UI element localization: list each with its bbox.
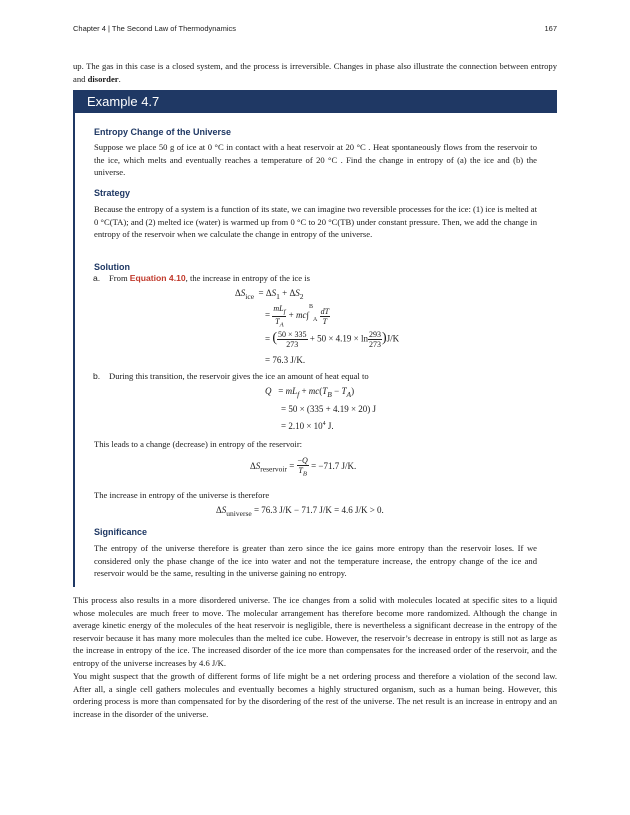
example-border	[73, 113, 75, 587]
strategy-heading: Strategy	[94, 188, 131, 198]
universe-text: The increase in entropy of the universe is therefore	[94, 490, 270, 500]
eq-a-result: = 76.3 J/K.	[265, 355, 306, 365]
part-b-marker: b.	[93, 371, 101, 381]
eq-a-line1: $\Delta S_{ice} = \Delta S_1 + \Delta S_2$	[235, 288, 304, 301]
problem-text: Suppose we place 50 g of ice at 0 °C in contact with a heat reservoir at 20 °C . Heat spontaneously flows from the reservoir to the ice, which melts and eventually reaches a temperature of 20 °C . Find the change in entropy of (a) the ice and (b) the universe.	[94, 142, 537, 178]
decrease-text: This leads to a change (decrease) in entropy of the reservoir:	[94, 439, 303, 449]
part-b: b. During this transition, the reservoir gives the ice an amount of heat equal to	[93, 371, 369, 381]
term-disorder: disorder	[87, 73, 119, 84]
strategy-text: Because the entropy of a system is a function of its state, we can imagine two reversible processes for the ice: (1) ice is melted at 0 °C(TA); and (2) melted ice (water) is warmed up from 0 °C to 20 °C(TB) under constant pressure. Then, we add the change in entropy of the reservoir when we calculate the change in entropy of the universe.	[94, 204, 537, 240]
significance-text: The entropy of the universe therefore is greater than zero since the ice gains more entropy than the reservoir loses. If we considered only the phase change of the ice into water and not the temperature increase, the entropy change of the ice and reservoir would be the same, resulting in the universe gaining no entropy.	[94, 543, 537, 579]
body-paragraph-1: This process also results in a more disordered universe. The ice changes from a solid with molecules located at specific sites to a liquid whose molecules are much freer to move. The molecular arrangement has therefore become more randomized. Although the change in average kinetic energy of the molecules of the heat reservoir is negligible, there is nevertheless a significant decrease in the entropy of the reservoir because it has many more molecules than the melted ice cube. However, the reservoir’s decrease in entropy is still not as large as the increase in entropy of the ice. The increased disorder of the ice more than compensates for the increased order of the reservoir, and the entropy of the universe increases by 4.6 J/K.	[73, 595, 557, 668]
part-a: a. From Equation 4.10, the increase in entropy of the ice is	[93, 273, 310, 283]
example-banner	[73, 90, 557, 113]
eq-b-line2: = 50 × (335 + 4.19 × 20) J	[281, 404, 377, 414]
eq-a-line2: = $\frac{mL_f}{T_A}$ + mc∫$^B_A$ $\frac{dT}{T}$	[265, 304, 330, 329]
eq-a-line3: = ( $\frac{50 \times 335}{273}$ + 50 × 4.19 × ln $\frac{293}{273}$ )J/K	[265, 330, 400, 349]
eq-b-line1: $Q = mL_f + mc(T_B - T_A)$	[265, 386, 355, 399]
page-header	[73, 24, 557, 38]
example-title: Example 4.7	[87, 94, 160, 109]
equation-4-10-link[interactable]: Equation 4.10	[129, 273, 186, 283]
intro-paragraph: up. The gas in this case is a closed system, and the process is irreversible. Changes in phase also illustrate the connection between entropy and disorder.	[73, 61, 557, 84]
page-number: 167	[544, 24, 557, 33]
eq-universe: $\Delta S_{universe} = 76.3$ J/K − 71.7 J/K = 4.6 J/K > 0.	[216, 505, 384, 518]
body-paragraph-2: You might suspect that the growth of different forms of life might be a net ordering process and therefore a violation of the second law. After all, a single cell gathers molecules and eventually becomes a highly structured organism, such as a human being. However, this ordering process is more than compensated for by the disordering of the rest of the universe. The net result is an increase in entropy and an increase in the disorder of the universe.	[73, 671, 557, 719]
solution-heading: Solution	[94, 262, 130, 272]
significance-heading: Significance	[94, 527, 148, 537]
chapter-title: Chapter 4 | The Second Law of Thermodynamics	[73, 24, 237, 33]
example-heading: Entropy Change of the Universe	[94, 127, 232, 137]
eq-reservoir: $\Delta S_{reservoir}$ = $\frac{-Q}{T_B}$ = −71.7 J/K.	[250, 456, 357, 478]
part-a-marker: a.	[93, 273, 101, 283]
eq-b-line3: = $2.10 \times 10^4$ J.	[281, 421, 334, 431]
